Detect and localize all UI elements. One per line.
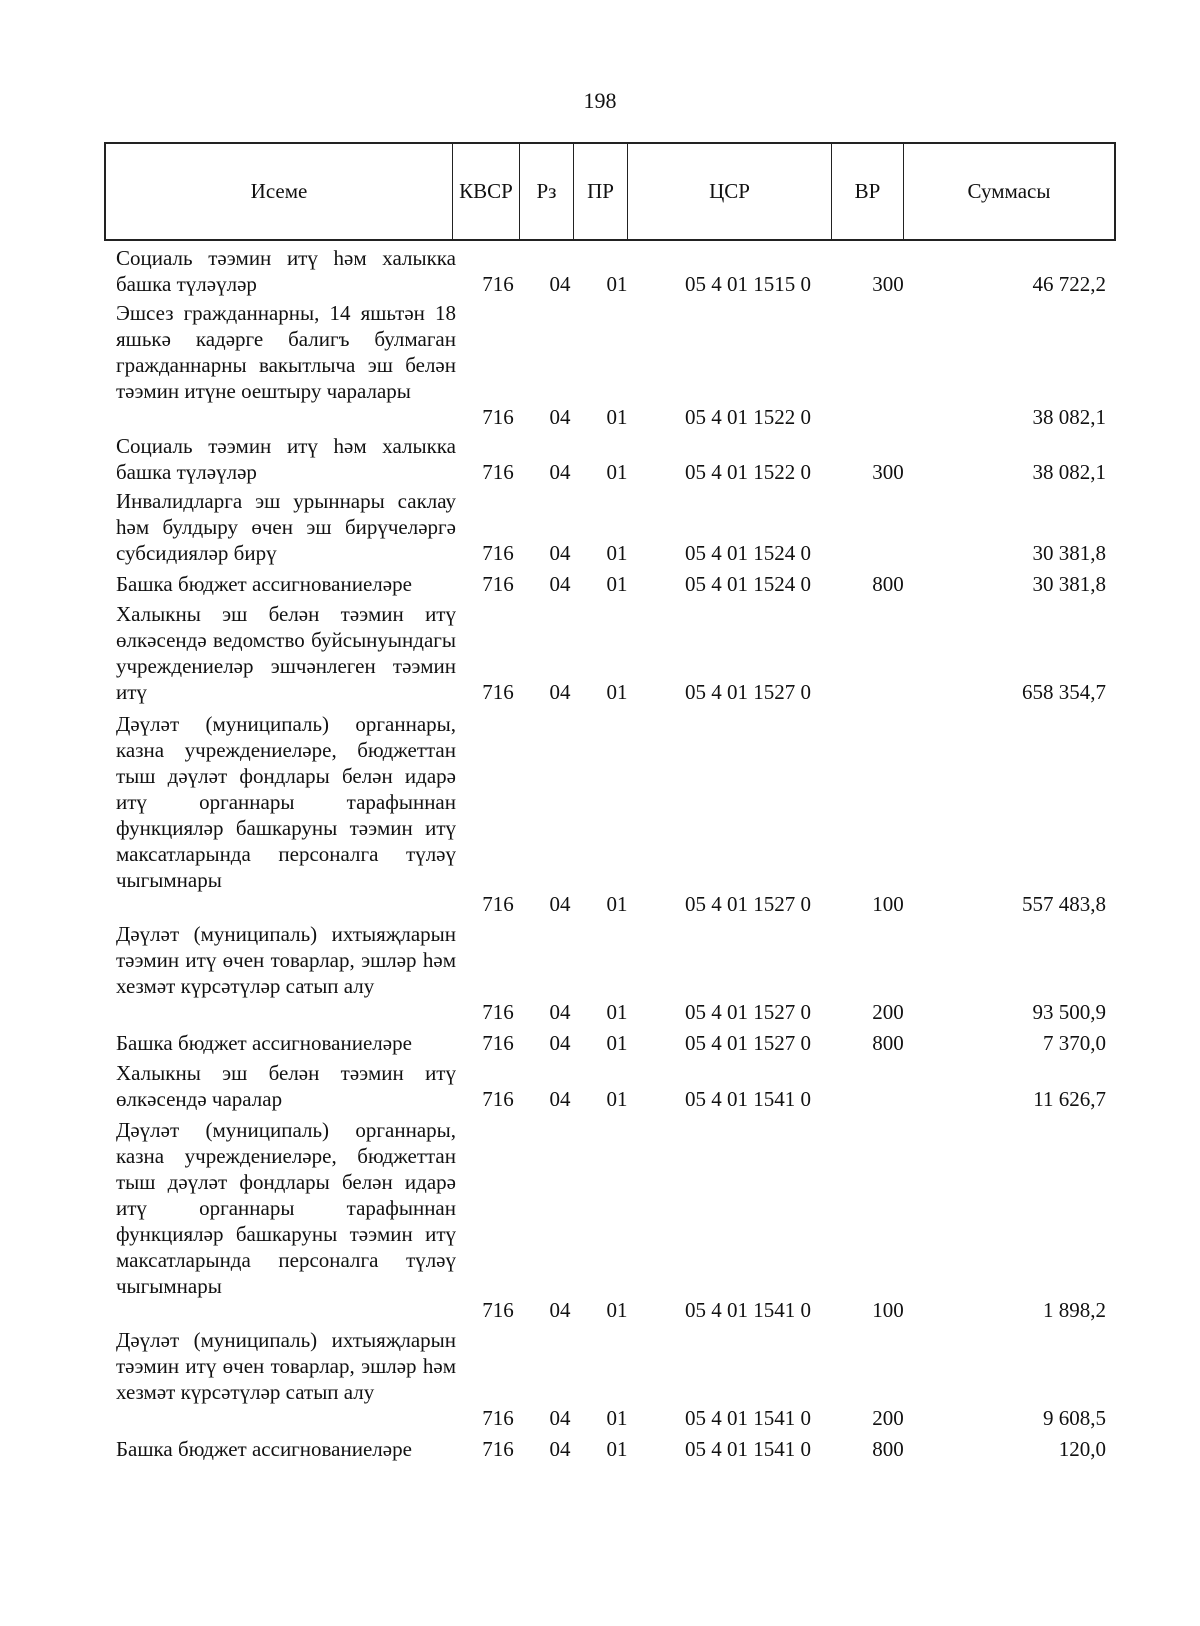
row-kvsr: 716 bbox=[482, 1087, 514, 1111]
row-sum: 120,0 bbox=[1058, 1437, 1106, 1461]
row-kvsr: 716 bbox=[482, 680, 514, 704]
row-vr: 800 bbox=[872, 1031, 904, 1055]
row-sum: 9 608,5 bbox=[1043, 1406, 1106, 1430]
row-rz: 04 bbox=[549, 1406, 571, 1430]
row-kvsr: 716 bbox=[482, 1298, 514, 1322]
row-name: Халыкны эш белән тәэмин итү өлкәсендә чаралар bbox=[116, 1061, 456, 1111]
row-kvsr: 716 bbox=[482, 541, 514, 565]
row-sum: 7 370,0 bbox=[1043, 1031, 1106, 1055]
row-name: Социаль тәэмин итү һәм халыкка башка түләүләр bbox=[116, 434, 456, 484]
row-pr: 01 bbox=[606, 1087, 628, 1111]
row-kvsr: 716 bbox=[482, 460, 514, 484]
row-pr: 01 bbox=[606, 460, 628, 484]
row-sum: 30 381,8 bbox=[1032, 541, 1106, 565]
header-vr: ВР bbox=[832, 144, 904, 239]
row-vr: 100 bbox=[872, 892, 904, 916]
row-name: Башка бюджет ассигнованиеләре bbox=[116, 572, 412, 596]
row-rz: 04 bbox=[549, 1437, 571, 1461]
row-name: Социаль тәэмин итү һәм халыкка башка түләүләр bbox=[116, 246, 456, 296]
row-pr: 01 bbox=[606, 1031, 628, 1055]
header-sum: Суммасы bbox=[967, 179, 1051, 203]
row-csr: 05 4 01 1522 0 bbox=[685, 460, 811, 484]
row-csr: 05 4 01 1524 0 bbox=[685, 541, 811, 565]
row-rz: 04 bbox=[549, 1087, 571, 1111]
row-name: Башка бюджет ассигнованиеләре bbox=[116, 1031, 412, 1055]
row-pr: 01 bbox=[606, 1000, 628, 1024]
row-csr: 05 4 01 1527 0 bbox=[685, 1000, 811, 1024]
header-pr: ПР bbox=[574, 144, 628, 239]
row-vr: 200 bbox=[872, 1406, 904, 1430]
row-csr: 05 4 01 1522 0 bbox=[685, 405, 811, 429]
row-sum: 38 082,1 bbox=[1032, 405, 1106, 429]
row-rz: 04 bbox=[549, 680, 571, 704]
row-rz: 04 bbox=[549, 892, 571, 916]
row-vr: 100 bbox=[872, 1298, 904, 1322]
header-csr: ЦСР bbox=[628, 144, 832, 239]
row-rz: 04 bbox=[549, 460, 571, 484]
row-vr: 800 bbox=[872, 572, 904, 596]
row-pr: 01 bbox=[606, 1406, 628, 1430]
row-csr: 05 4 01 1527 0 bbox=[685, 1031, 811, 1055]
row-sum: 46 722,2 bbox=[1032, 272, 1106, 296]
row-csr: 05 4 01 1527 0 bbox=[685, 680, 811, 704]
row-rz: 04 bbox=[549, 1000, 571, 1024]
row-name: Халыкны эш белән тәэмин итү өлкәсендә ведомство буйсынуындагы учреждениеләр эшчәнлеген тәэмин итү bbox=[116, 602, 456, 704]
row-name: Дәүләт (муниципаль) ихтыяҗларын тәэмин итү өчен товарлар, эшләр һәм хезмәт күрсәтүләр сатып алу bbox=[116, 922, 456, 998]
row-kvsr: 716 bbox=[482, 272, 514, 296]
row-name: Башка бюджет ассигнованиеләре bbox=[116, 1437, 412, 1461]
row-kvsr: 716 bbox=[482, 405, 514, 429]
row-kvsr: 716 bbox=[482, 1437, 514, 1461]
row-name: Эшсез гражданнарны, 14 яшьтән 18 яшькә кадәрге балигъ булмаган гражданнарны вакытлыча эш белән тәэмин итүне оештыру чаралары bbox=[116, 301, 456, 403]
row-sum: 557 483,8 bbox=[1022, 892, 1106, 916]
page-number: 198 bbox=[583, 88, 617, 113]
row-kvsr: 716 bbox=[482, 1406, 514, 1430]
row-sum: 1 898,2 bbox=[1043, 1298, 1106, 1322]
row-sum: 30 381,8 bbox=[1032, 572, 1106, 596]
row-vr: 300 bbox=[872, 460, 904, 484]
row-sum: 11 626,7 bbox=[1033, 1087, 1106, 1111]
row-rz: 04 bbox=[549, 572, 571, 596]
row-csr: 05 4 01 1524 0 bbox=[685, 572, 811, 596]
row-pr: 01 bbox=[606, 892, 628, 916]
row-pr: 01 bbox=[606, 1298, 628, 1322]
header-rz: Рз bbox=[520, 144, 574, 239]
row-csr: 05 4 01 1515 0 bbox=[685, 272, 811, 296]
header-name: Исеме bbox=[106, 144, 453, 239]
row-csr: 05 4 01 1541 0 bbox=[685, 1406, 811, 1430]
row-pr: 01 bbox=[606, 272, 628, 296]
row-sum: 93 500,9 bbox=[1032, 1000, 1106, 1024]
row-pr: 01 bbox=[606, 405, 628, 429]
row-vr: 800 bbox=[872, 1437, 904, 1461]
row-csr: 05 4 01 1527 0 bbox=[685, 892, 811, 916]
row-name: Дәүләт (муниципаль) органнары, казна учреждениеләре, бюджеттан тыш дәүләт фондлары белән идарә итү органнары тарафыннан функцияләр башкаруны тәэмин итү максатларында персоналга түләү чыгымнары bbox=[116, 1118, 456, 1298]
row-kvsr: 716 bbox=[482, 892, 514, 916]
row-kvsr: 716 bbox=[482, 1000, 514, 1024]
row-pr: 01 bbox=[606, 572, 628, 596]
row-name: Инвалидларга эш урыннары саклау һәм булдыру өчен эш бирүчеләргә субсидияләр бирү bbox=[116, 489, 456, 565]
row-kvsr: 716 bbox=[482, 572, 514, 596]
row-csr: 05 4 01 1541 0 bbox=[685, 1437, 811, 1461]
row-sum: 658 354,7 bbox=[1022, 680, 1106, 704]
row-csr: 05 4 01 1541 0 bbox=[685, 1087, 811, 1111]
row-rz: 04 bbox=[549, 272, 571, 296]
row-rz: 04 bbox=[549, 405, 571, 429]
row-pr: 01 bbox=[606, 541, 628, 565]
row-name: Дәүләт (муниципаль) ихтыяҗларын тәэмин итү өчен товарлар, эшләр һәм хезмәт күрсәтүләр сатып алу bbox=[116, 1328, 456, 1404]
row-rz: 04 bbox=[549, 1298, 571, 1322]
row-vr: 200 bbox=[872, 1000, 904, 1024]
row-sum: 38 082,1 bbox=[1032, 460, 1106, 484]
row-csr: 05 4 01 1541 0 bbox=[685, 1298, 811, 1322]
row-rz: 04 bbox=[549, 1031, 571, 1055]
row-rz: 04 bbox=[549, 541, 571, 565]
row-pr: 01 bbox=[606, 1437, 628, 1461]
header-kvsr: КВСР bbox=[453, 144, 520, 239]
row-pr: 01 bbox=[606, 680, 628, 704]
row-vr: 300 bbox=[872, 272, 904, 296]
row-kvsr: 716 bbox=[482, 1031, 514, 1055]
row-name: Дәүләт (муниципаль) органнары, казна учреждениеләре, бюджеттан тыш дәүләт фондлары белән идарә итү органнары тарафыннан функцияләр башкаруны тәэмин итү максатларында персоналга түләү чыгымнары bbox=[116, 712, 456, 892]
